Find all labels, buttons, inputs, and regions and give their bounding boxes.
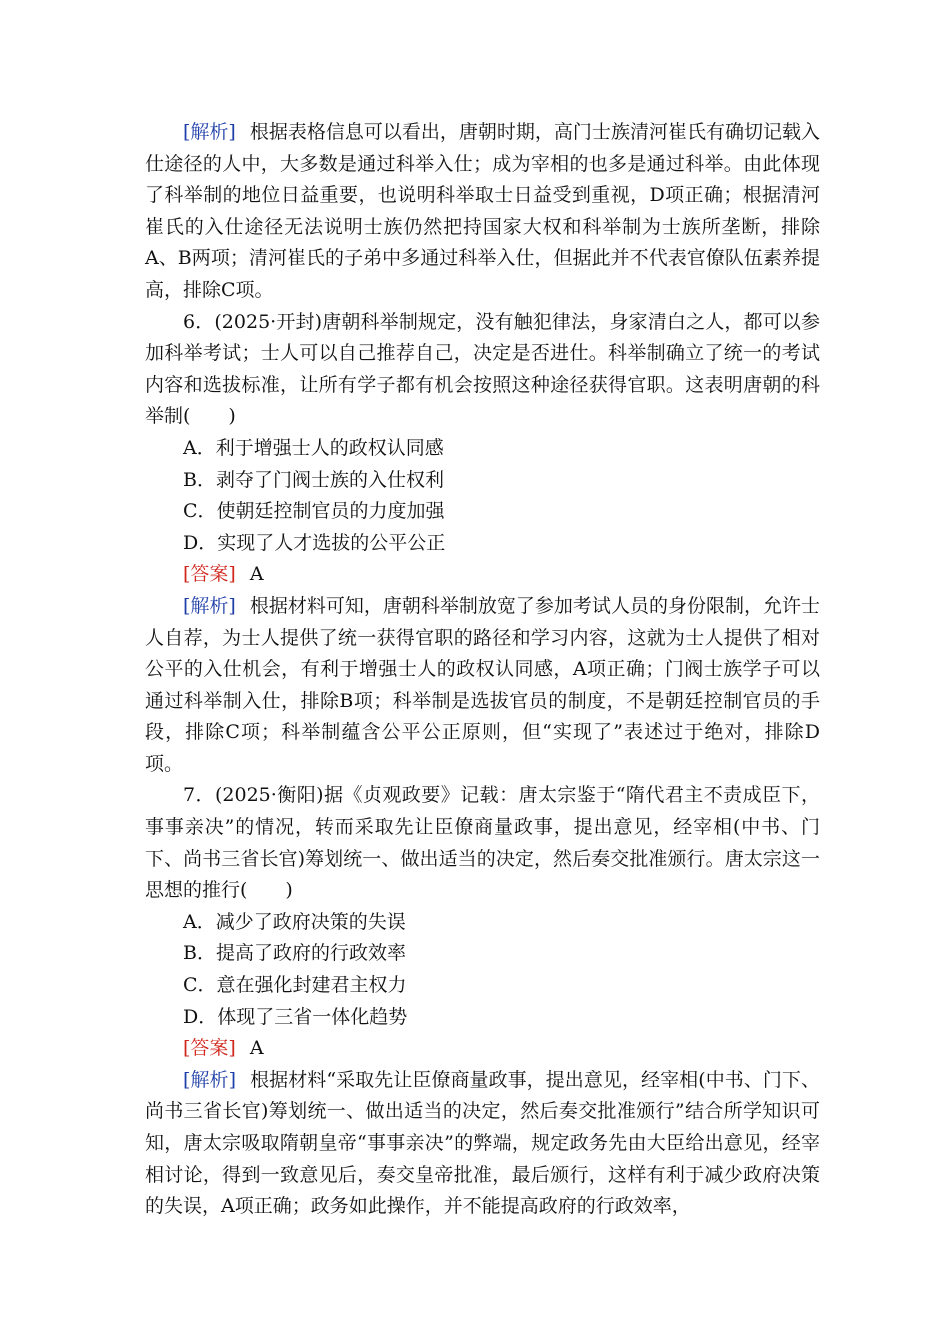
question-7-option-c: C．意在强化封建君主权力 <box>183 974 407 997</box>
question-7-option-b: B．提高了政府的行政效率 <box>183 942 406 965</box>
question-7: 7．(2025·衡阳)据《贞观政要》记载：唐太宗鉴于“隋代君主不责成臣下，事事亲决”的情况，转而采取先让臣僚商量政事，提出意见，经宰相(中书、门下、尚书三省长官)筹划统一、做出适当的决定，然后奏交批准颁行。唐太宗这一思想的推行( ) <box>145 784 820 902</box>
answer-value: A <box>249 1037 264 1060</box>
analysis-paragraph <box>145 117 820 307</box>
answer-line <box>145 1033 820 1065</box>
question-7-option-a: A．减少了政府决策的失误 <box>183 910 406 933</box>
analysis-text: 根据材料可知，唐朝科举制放宽了参加考试人员的身份限制，允许士人自荐，为士人提供了统一获得官职的路径和学习内容，这就为士人提供了相对公平的入仕机会，有利于增强士人的政权认同感，A项正确；门阀士族学子可以通过科举制入仕，排除B项；科举制是选拔官员的制度，不是朝廷控制官员的手段，排除C项；科举制蕴含公平公正原则，但“实现了”表述过于绝对，排除D项。 <box>145 594 820 775</box>
question-6-option-c: C．使朝廷控制官员的力度加强 <box>183 500 445 523</box>
question-6-option-a: A．利于增强士人的政权认同感 <box>183 436 444 459</box>
analysis-tag: [解析] <box>183 594 236 617</box>
document-page <box>145 117 820 1223</box>
answer-line <box>145 559 820 591</box>
question-6-option-d: D．实现了人才选拔的公平公正 <box>183 531 446 554</box>
question-6: 6．(2025·开封)唐朝科举制规定，没有触犯律法，身家清白之人，都可以参加科举考试；士人可以自己推荐自己，决定是否进仕。科举制确立了统一的考试内容和选拔标准，让所有学子都有机会按照这种途径获得官职。这表明唐朝的科举制( ) <box>145 310 820 428</box>
answer-tag: [答案] <box>183 1037 236 1060</box>
question-6-option-b: B．剥夺了门阀士族的入仕权利 <box>183 468 444 491</box>
question-7-option-d: D．体现了三省一体化趋势 <box>183 1005 408 1028</box>
analysis-text: 根据表格信息可以看出，唐朝时期，高门士族清河崔氏有确切记载入仕途径的人中，大多数是通过科举入仕；成为宰相的也多是通过科举。由此体现了科举制的地位日益重要，也说明科举取士日益受到重视，D项正确；根据清河崔氏的入仕途径无法说明士族仍然把持国家大权和科举制为士族所垄断，排除A、B两项；清河崔氏的子弟中多通过科举入仕，但据此并不代表官僚队伍素养提高，排除C项。 <box>145 121 820 301</box>
analysis-paragraph <box>145 1065 820 1223</box>
answer-value: A <box>249 563 264 586</box>
analysis-tag: [解析] <box>183 121 236 143</box>
analysis-paragraph <box>145 591 820 781</box>
answer-tag: [答案] <box>183 563 236 586</box>
analysis-tag: [解析] <box>183 1068 237 1091</box>
analysis-text: 根据材料“采取先让臣僚商量政事，提出意见，经宰相(中书、门下、尚书三省长官)筹划统一、做出适当的决定，然后奏交批准颁行”结合所学知识可知，唐太宗吸取隋朝皇帝“事事亲决”的弊端，规定政务先由大臣给出意见，经宰相讨论，得到一致意见后，奏交皇帝批准，最后颁行，这样有利于减少政府决策的失误，A项正确；政务如此操作，并不能提高政府的行政效率， <box>145 1068 820 1218</box>
